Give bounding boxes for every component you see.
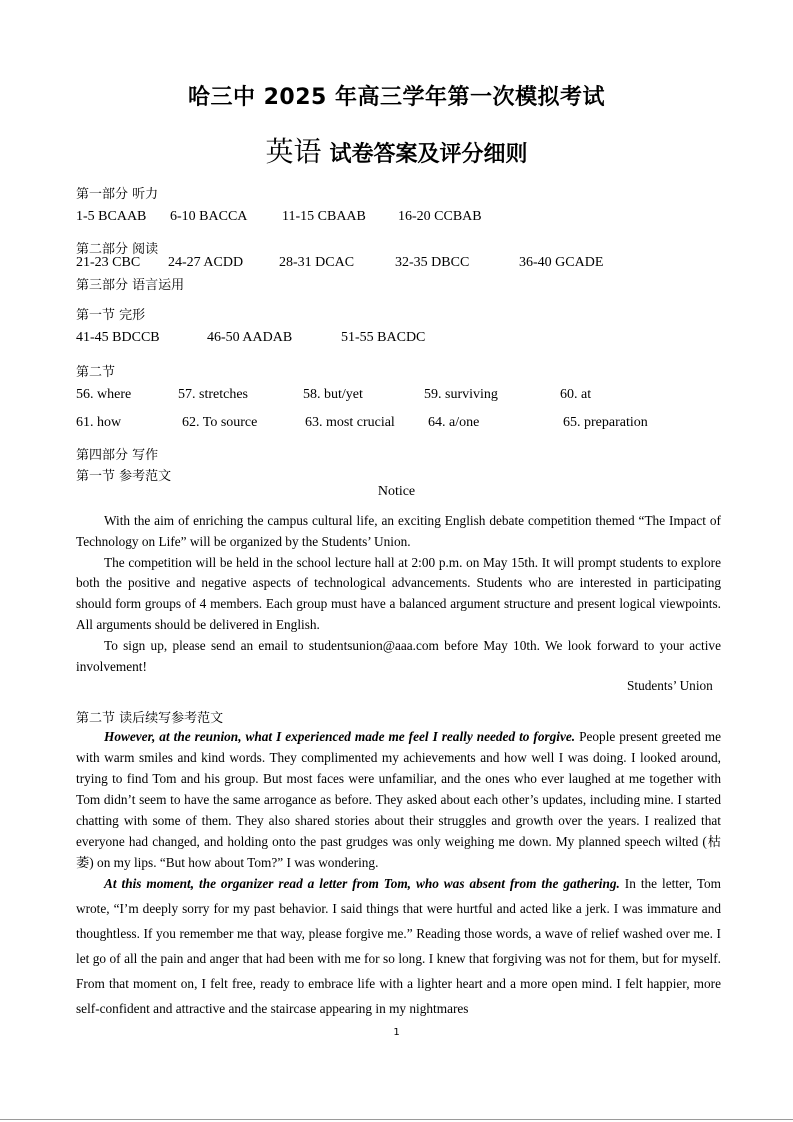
part4-section1-heading: 第一节 参考范文 (76, 469, 172, 484)
part2-answer: 24-27 ACDD (168, 255, 244, 270)
cloze-answer: 51-55 BACDC (341, 330, 426, 345)
grammar-answer: 60. at (560, 387, 592, 402)
notice-signature: Students’ Union (627, 678, 713, 693)
story-lead-sentence: At this moment, the organizer read a letter from Tom, who was absent from the gathering. (104, 876, 620, 891)
notice-paragraph: With the aim of enriching the campus cultural life, an exciting English debate competition themed “The Impact of Technology on Life” will be organized by the Students’ Union. (76, 513, 721, 549)
notice-paragraph: The competition will be held in the school lecture hall at 2:00 p.m. on May 15th. It will prompt students to explore both the positive and negative aspects of technological advancements. Students who are interested in participating should form groups of 4 members. Each group must have a balanced argument structure and present logical viewpoints. All arguments should be delivered in English. (76, 554, 721, 632)
story-body: In the letter, Tom wrote, “I’m deeply sorry for my past behavior. I said things that were hurtful and acted like a jerk. I was immature and thoughtless. If you remember me that way, please forgive me.” Reading those words, a wave of relief washed over me. I let go of all the pain and anger that had been with me for so long. I knew that forgiving was not for them, but for myself. From that moment on, I felt free, ready to embrace life with a lighter heart and a more open mind. I felt happier, more self-confident and attractive and the staircase appearing in my nightmares (76, 876, 722, 1016)
notice-paragraph: To sign up, please send an email to studentsunion@aaa.com before May 10th. We look forward to your active involvement! (76, 637, 721, 674)
grammar-answer: 57. stretches (178, 387, 248, 402)
page-number: 1 (393, 1027, 400, 1038)
cloze-answer: 41-45 BDCCB (76, 330, 160, 345)
part3-section2-heading: 第二节 (76, 365, 116, 380)
notice-title: Notice (377, 484, 416, 499)
part2-answer: 32-35 DBCC (395, 255, 470, 270)
page-title: 哈三中 2025 年高三学年第一次模拟考试 (187, 85, 606, 110)
grammar-answer: 59. surviving (424, 387, 498, 402)
cloze-answer: 46-50 AADAB (207, 330, 293, 345)
grammar-answer: 62. To source (182, 415, 258, 430)
story-paragraph-2 (76, 871, 721, 1021)
part2-heading: 第二部分 阅读 (76, 242, 159, 257)
part4-section2-heading: 第二节 读后续写参考范文 (76, 711, 224, 726)
story-paragraph-1 (76, 726, 721, 873)
grammar-answer: 56. where (76, 387, 132, 402)
part1-answer: 11-15 CBAAB (282, 209, 366, 224)
part1-answer: 6-10 BACCA (170, 209, 248, 224)
grammar-answer: 65. preparation (563, 415, 648, 430)
subtitle-text: 试卷答案及评分细则 (329, 142, 528, 167)
story-body: People present greeted me with warm smiles and kind words. They complimented my achievements and how well I was doing. I looked around, trying to find Tom and his group. But most faces were unfamiliar, and the ones who ever laughed at me together with Tom didn’t seem to have the same arrogance as before. They asked about each other’s updates, including mine. I started chatting with some of them. They also shared stories about their struggles and growth over the years. I realized that everyone had changed, and holding onto the past grudges was only weighing me down. My planned speech wilted (枯萎) on my lips. “But how about Tom?” I was wondering. (76, 729, 721, 870)
part4-heading: 第四部分 写作 (76, 448, 159, 463)
grammar-answer: 64. a/one (428, 415, 480, 430)
grammar-answer: 58. but/yet (303, 387, 363, 402)
story-lead-sentence: However, at the reunion, what I experienced made me feel I really needed to forgive. (104, 729, 576, 744)
subject-name: 英语 (265, 135, 322, 168)
page-bottom-divider (0, 1119, 793, 1120)
part2-answer: 36-40 GCADE (519, 255, 604, 270)
part1-heading: 第一部分 听力 (76, 187, 159, 202)
part3-heading: 第三部分 语言运用 (76, 278, 185, 293)
part2-answer: 28-31 DCAC (279, 255, 355, 270)
part2-answer: 21-23 CBC (76, 255, 141, 270)
part3-section1-heading: 第一节 完形 (76, 308, 146, 323)
grammar-answer: 63. most crucial (305, 415, 395, 430)
page-subtitle (0, 130, 793, 170)
part1-answer: 1-5 BCAAB (76, 209, 147, 224)
grammar-answer: 61. how (76, 415, 122, 430)
notice-body (76, 511, 721, 677)
part1-answer: 16-20 CCBAB (398, 209, 482, 224)
